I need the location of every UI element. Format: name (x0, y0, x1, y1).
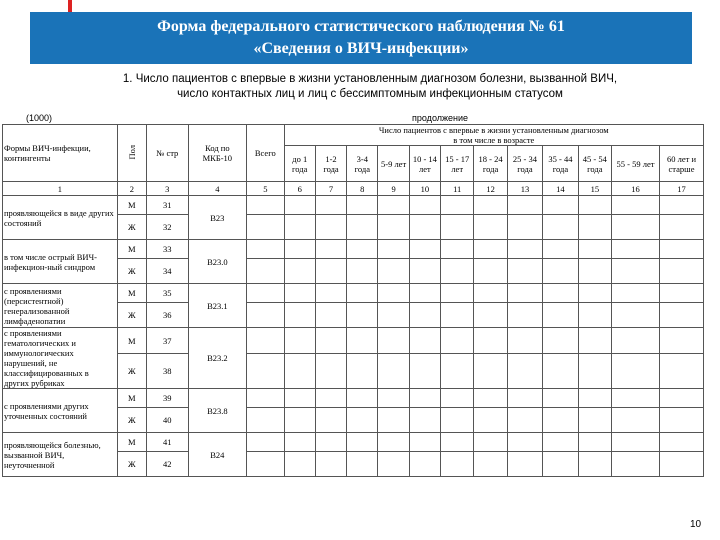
top-red-mark (68, 0, 72, 12)
data-cell[interactable] (284, 303, 315, 328)
sex-cell: М (117, 284, 146, 303)
data-cell[interactable] (409, 259, 440, 284)
data-cell[interactable] (441, 284, 474, 303)
header-age-5: 15 - 17 лет (441, 146, 474, 182)
data-cell[interactable] (474, 196, 507, 215)
data-cell[interactable] (284, 284, 315, 303)
data-cell[interactable] (612, 408, 660, 433)
sex-cell: М (117, 433, 146, 452)
data-cell[interactable] (347, 259, 378, 284)
row-label: с проявлениями гематологических и иммунологических нарушений, не классифицированных в других рубриках (3, 328, 118, 389)
data-cell[interactable] (315, 196, 346, 215)
header-age-2: 3-4 года (347, 146, 378, 182)
data-cell[interactable] (612, 328, 660, 354)
header-age-0: до 1 года (284, 146, 315, 182)
row-number-cell: 39 (146, 389, 188, 408)
row-number-cell: 32 (146, 215, 188, 240)
data-cell[interactable] (247, 196, 285, 215)
icd-code-cell: B23 (188, 196, 246, 240)
icd-code-cell: B23.0 (188, 240, 246, 284)
data-cell[interactable] (378, 389, 409, 408)
data-cell[interactable] (612, 303, 660, 328)
data-cell[interactable] (474, 389, 507, 408)
data-cell[interactable] (409, 284, 440, 303)
data-cell[interactable] (347, 240, 378, 259)
sex-cell: М (117, 389, 146, 408)
banner-title-line1: Форма федерального статистического наблюдения № 61 (157, 18, 565, 35)
data-cell[interactable] (474, 259, 507, 284)
data-cell[interactable] (578, 215, 611, 240)
data-cell[interactable] (409, 433, 440, 452)
data-cell[interactable] (284, 389, 315, 408)
data-cell[interactable] (441, 389, 474, 408)
data-cell[interactable] (660, 196, 704, 215)
sex-cell: Ж (117, 354, 146, 389)
data-cell[interactable] (409, 354, 440, 389)
data-cell[interactable] (474, 452, 507, 477)
data-cell[interactable] (247, 240, 285, 259)
data-cell[interactable] (578, 284, 611, 303)
data-cell[interactable] (507, 389, 542, 408)
data-cell[interactable] (441, 196, 474, 215)
row-number-cell: 41 (146, 433, 188, 452)
data-cell[interactable] (474, 408, 507, 433)
data-cell[interactable] (315, 354, 346, 389)
data-cell[interactable] (543, 240, 578, 259)
row-number-cell: 34 (146, 259, 188, 284)
data-cell[interactable] (378, 284, 409, 303)
data-cell[interactable] (474, 328, 507, 354)
column-number-9: 9 (378, 182, 409, 196)
data-cell[interactable] (578, 259, 611, 284)
data-cell[interactable] (578, 433, 611, 452)
data-cell[interactable] (409, 215, 440, 240)
data-cell[interactable] (247, 452, 285, 477)
row-number-cell: 40 (146, 408, 188, 433)
header-group-line1: Число пациентов с впервые в жизни установленным диагнозом (284, 125, 703, 136)
column-number-6: 6 (284, 182, 315, 196)
title-banner (30, 12, 692, 64)
header-age-6: 18 - 24 года (474, 146, 507, 182)
data-cell[interactable] (660, 328, 704, 354)
data-cell[interactable] (247, 433, 285, 452)
data-cell[interactable] (409, 452, 440, 477)
header-form: Формы ВИЧ-инфекции, контингенты (3, 125, 118, 182)
data-cell[interactable] (507, 240, 542, 259)
data-cell[interactable] (347, 303, 378, 328)
row-label: с проявлениями (персистентной) генерализованной лимфаденопатии (3, 284, 118, 328)
icd-code-cell: B23.8 (188, 389, 246, 433)
data-cell[interactable] (347, 328, 378, 354)
data-cell[interactable] (409, 328, 440, 354)
data-cell[interactable] (441, 328, 474, 354)
row-number-cell: 33 (146, 240, 188, 259)
data-cell[interactable] (578, 303, 611, 328)
statistics-table (2, 124, 704, 477)
data-cell[interactable] (612, 354, 660, 389)
data-cell[interactable] (347, 354, 378, 389)
header-age-3: 5-9 лет (378, 146, 409, 182)
sex-cell: М (117, 240, 146, 259)
data-cell[interactable] (247, 328, 285, 354)
column-number-3: 3 (146, 182, 188, 196)
table-row (3, 433, 704, 452)
header-age-7: 25 - 34 года (507, 146, 542, 182)
data-cell[interactable] (315, 433, 346, 452)
data-cell[interactable] (441, 354, 474, 389)
data-cell[interactable] (247, 389, 285, 408)
data-cell[interactable] (474, 284, 507, 303)
data-cell[interactable] (578, 240, 611, 259)
data-cell[interactable] (578, 354, 611, 389)
data-cell[interactable] (507, 259, 542, 284)
data-cell[interactable] (284, 196, 315, 215)
column-number-4: 4 (188, 182, 246, 196)
data-cell[interactable] (578, 196, 611, 215)
row-number-cell: 35 (146, 284, 188, 303)
data-cell[interactable] (409, 389, 440, 408)
data-cell[interactable] (315, 328, 346, 354)
data-cell[interactable] (507, 354, 542, 389)
row-number-cell: 36 (146, 303, 188, 328)
data-cell[interactable] (441, 452, 474, 477)
sex-cell: Ж (117, 408, 146, 433)
sex-cell: М (117, 328, 146, 354)
data-cell[interactable] (378, 328, 409, 354)
data-cell[interactable] (441, 215, 474, 240)
data-cell[interactable] (441, 408, 474, 433)
data-cell[interactable] (507, 452, 542, 477)
data-cell[interactable] (315, 259, 346, 284)
data-cell[interactable] (507, 284, 542, 303)
data-cell[interactable] (347, 284, 378, 303)
sex-cell: М (117, 196, 146, 215)
sex-cell: Ж (117, 259, 146, 284)
data-cell[interactable] (543, 328, 578, 354)
data-cell[interactable] (247, 284, 285, 303)
data-cell[interactable] (578, 328, 611, 354)
column-number-12: 12 (474, 182, 507, 196)
data-cell[interactable] (409, 196, 440, 215)
data-cell[interactable] (347, 389, 378, 408)
data-cell[interactable] (315, 303, 346, 328)
column-number-14: 14 (543, 182, 578, 196)
data-cell[interactable] (378, 452, 409, 477)
header-age-9: 45 - 54 года (578, 146, 611, 182)
data-cell[interactable] (284, 452, 315, 477)
table-row (3, 328, 704, 354)
header-sex: Пол (117, 125, 146, 182)
data-cell[interactable] (612, 389, 660, 408)
data-cell[interactable] (578, 389, 611, 408)
table-row (3, 284, 704, 303)
data-cell[interactable] (543, 284, 578, 303)
data-cell[interactable] (247, 215, 285, 240)
data-cell[interactable] (409, 240, 440, 259)
data-cell[interactable] (474, 215, 507, 240)
data-cell[interactable] (612, 240, 660, 259)
data-cell[interactable] (660, 452, 704, 477)
table-code: (1000) (26, 113, 53, 123)
data-cell[interactable] (507, 215, 542, 240)
data-cell[interactable] (441, 433, 474, 452)
data-cell[interactable] (284, 215, 315, 240)
sex-cell: Ж (117, 215, 146, 240)
data-cell[interactable] (378, 408, 409, 433)
data-cell[interactable] (660, 215, 704, 240)
data-cell[interactable] (347, 433, 378, 452)
banner-title-line2: «Сведения о ВИЧ-инфекции» (253, 40, 469, 57)
data-cell[interactable] (378, 240, 409, 259)
data-cell[interactable] (543, 303, 578, 328)
row-label: проявляющейся болезнью, вызванной ВИЧ, неуточненной (3, 433, 118, 477)
data-cell[interactable] (441, 259, 474, 284)
column-number-10: 10 (409, 182, 440, 196)
data-cell[interactable] (612, 215, 660, 240)
data-cell[interactable] (378, 303, 409, 328)
data-cell[interactable] (543, 433, 578, 452)
data-cell[interactable] (543, 408, 578, 433)
data-cell[interactable] (660, 284, 704, 303)
section-heading (40, 72, 700, 102)
header-age-11: 60 лет и старше (660, 146, 704, 182)
data-cell[interactable] (441, 240, 474, 259)
data-cell[interactable] (474, 240, 507, 259)
data-cell[interactable] (543, 452, 578, 477)
data-cell[interactable] (378, 354, 409, 389)
column-number-13: 13 (507, 182, 542, 196)
row-number-cell: 38 (146, 354, 188, 389)
column-number-5: 5 (247, 182, 285, 196)
column-number-11: 11 (441, 182, 474, 196)
data-cell[interactable] (543, 196, 578, 215)
column-number-1: 1 (3, 182, 118, 196)
data-cell[interactable] (247, 354, 285, 389)
data-cell[interactable] (347, 408, 378, 433)
data-cell[interactable] (284, 354, 315, 389)
table-row (3, 240, 704, 259)
header-age-8: 35 - 44 года (543, 146, 578, 182)
table-row (3, 196, 704, 215)
data-cell[interactable] (284, 408, 315, 433)
icd-code-cell: B23.2 (188, 328, 246, 389)
row-number-cell: 42 (146, 452, 188, 477)
row-label: с проявлениями других уточненных состояний (3, 389, 118, 433)
data-cell[interactable] (474, 354, 507, 389)
data-cell[interactable] (543, 389, 578, 408)
section-heading-line2: число контактных лиц и лиц с бессимптомным инфекционным статусом (177, 88, 563, 100)
data-cell[interactable] (441, 303, 474, 328)
data-cell[interactable] (612, 433, 660, 452)
data-cell[interactable] (284, 240, 315, 259)
data-cell[interactable] (284, 259, 315, 284)
data-cell[interactable] (284, 328, 315, 354)
data-cell[interactable] (660, 354, 704, 389)
data-cell[interactable] (660, 303, 704, 328)
column-number-7: 7 (315, 182, 346, 196)
data-cell[interactable] (474, 433, 507, 452)
header-icd: Код по МКБ-10 (188, 125, 246, 182)
data-cell[interactable] (507, 303, 542, 328)
sex-cell: Ж (117, 303, 146, 328)
header-age-10: 55 - 59 лет (612, 146, 660, 182)
header-age-1: 1-2 года (315, 146, 346, 182)
data-cell[interactable] (315, 240, 346, 259)
continuation-label: продолжение (412, 113, 469, 123)
data-cell[interactable] (660, 408, 704, 433)
sex-cell: Ж (117, 452, 146, 477)
data-cell[interactable] (347, 452, 378, 477)
column-number-17: 17 (660, 182, 704, 196)
data-cell[interactable] (578, 452, 611, 477)
data-cell[interactable] (507, 328, 542, 354)
data-cell[interactable] (507, 408, 542, 433)
data-cell[interactable] (284, 433, 315, 452)
data-cell[interactable] (612, 259, 660, 284)
data-cell[interactable] (378, 196, 409, 215)
data-cell[interactable] (315, 215, 346, 240)
icd-code-cell: B24 (188, 433, 246, 477)
data-cell[interactable] (543, 354, 578, 389)
data-cell[interactable] (660, 389, 704, 408)
data-cell[interactable] (347, 215, 378, 240)
data-cell[interactable] (409, 303, 440, 328)
page-number: 10 (690, 519, 702, 530)
data-cell[interactable] (612, 196, 660, 215)
data-cell[interactable] (378, 433, 409, 452)
data-cell[interactable] (315, 284, 346, 303)
column-number-2: 2 (117, 182, 146, 196)
data-cell[interactable] (578, 408, 611, 433)
header-group-line2: в том числе в возрасте (284, 135, 703, 146)
data-cell[interactable] (315, 452, 346, 477)
data-cell[interactable] (507, 433, 542, 452)
data-cell[interactable] (378, 259, 409, 284)
data-cell[interactable] (474, 303, 507, 328)
row-number-cell: 31 (146, 196, 188, 215)
header-age-4: 10 - 14 лет (409, 146, 440, 182)
row-label: проявляющейся в виде других состояний (3, 196, 118, 240)
data-cell[interactable] (247, 408, 285, 433)
data-cell[interactable] (247, 259, 285, 284)
data-cell[interactable] (247, 303, 285, 328)
data-cell[interactable] (612, 284, 660, 303)
data-cell[interactable] (315, 408, 346, 433)
data-cell[interactable] (543, 259, 578, 284)
data-cell[interactable] (409, 408, 440, 433)
header-total: Всего (247, 125, 285, 182)
table-row (3, 389, 704, 408)
row-label: в том числе острый ВИЧ-инфекцион-ный синдром (3, 240, 118, 284)
data-cell[interactable] (612, 452, 660, 477)
section-heading-line1: 1. Число пациентов с впервые в жизни установленным диагнозом болезни, вызванной ВИЧ, (122, 73, 618, 85)
data-cell[interactable] (543, 215, 578, 240)
column-number-8: 8 (347, 182, 378, 196)
data-cell[interactable] (660, 240, 704, 259)
data-cell[interactable] (660, 433, 704, 452)
data-cell[interactable] (660, 259, 704, 284)
data-cell[interactable] (507, 196, 542, 215)
column-number-15: 15 (578, 182, 611, 196)
data-cell[interactable] (315, 389, 346, 408)
data-cell[interactable] (378, 215, 409, 240)
row-number-cell: 37 (146, 328, 188, 354)
header-row-no: № стр (146, 125, 188, 182)
icd-code-cell: B23.1 (188, 284, 246, 328)
column-number-16: 16 (612, 182, 660, 196)
data-cell[interactable] (347, 196, 378, 215)
